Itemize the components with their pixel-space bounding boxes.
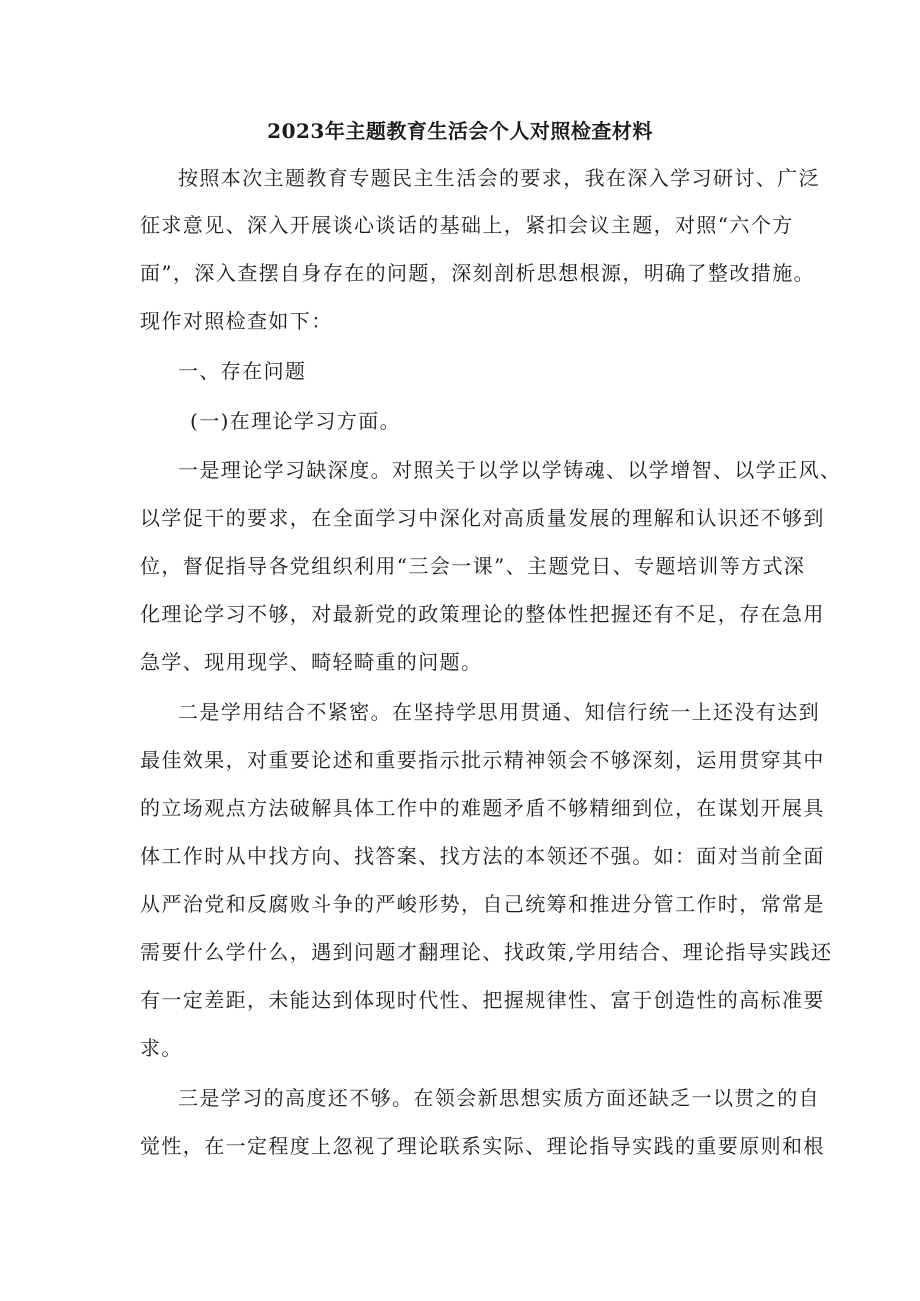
paragraph-one-line: 化理论学习不够，对最新党的政策理论的整体性把握还有不足，存在急用	[140, 602, 825, 626]
paragraph-one-line: 位，督促指导各党组织利用“三会一课”、主题党日、专题培训等方式深	[140, 554, 806, 578]
intro-line: 面”，深入查摆自身存在的问题，深刻剖析思想根源，明确了整改措施。	[140, 261, 816, 285]
intro-line: 征求意见、深入开展谈心谈话的基础上，紧扣会议主题，对照“六个方	[140, 213, 794, 237]
paragraph-one-line: 以学促干的要求，在全面学习中深化对高质量发展的理解和认识还不够到	[140, 506, 825, 530]
paragraph-two-line: 有一定差距，未能达到体现时代性、把握规律性、富于创造性的高标准要	[140, 988, 825, 1012]
intro-line: 按照本次主题教育专题民主生活会的要求，我在深入学习研讨、广泛	[178, 166, 820, 190]
paragraph-two-line: 二是学用结合不紧密。在坚持学思用贯通、知信行统一上还没有达到	[178, 700, 820, 724]
paragraph-two-line: 求。	[140, 1036, 183, 1060]
intro-line: 现作对照检查如下：	[140, 309, 333, 333]
paragraph-two-line: 最佳效果，对重要论述和重要指示批示精神领会不够深刻，运用贯穿其中	[140, 748, 825, 772]
paragraph-two-line: 的立场观点方法破解具体工作中的难题矛盾不够精细到位，在谋划开展具	[140, 796, 825, 820]
paragraph-three-line: 三是学习的高度还不够。在领会新思想实质方面还缺乏一以贯之的自	[178, 1086, 820, 1110]
paragraph-one-line: 急学、现用现学、畸轻畸重的问题。	[140, 650, 483, 674]
subsection-heading: (一)在理论学习方面。	[190, 409, 402, 433]
document-title: 2023年主题教育生活会个人对照检查材料	[267, 119, 653, 143]
paragraph-one-line: 一是理论学习缺深度。对照关于以学以学铸魂、以学增智、以学正风、	[178, 458, 842, 482]
paragraph-two-line: 体工作时从中找方向、找答案、找方法的本领还不强。如：面对当前全面	[140, 844, 825, 868]
paragraph-three-line: 觉性，在一定程度上忽视了理论联系实际、理论指导实践的重要原则和根	[140, 1134, 825, 1158]
paragraph-two-line: 需要什么学什么，遇到问题才翻理论、找政策,学用结合、理论指导实践还	[140, 940, 833, 964]
section-heading: 一、存在问题	[178, 359, 307, 383]
paragraph-two-line: 从严治党和反腐败斗争的严峻形势，自己统筹和推进分管工作时，常常是	[140, 892, 825, 916]
